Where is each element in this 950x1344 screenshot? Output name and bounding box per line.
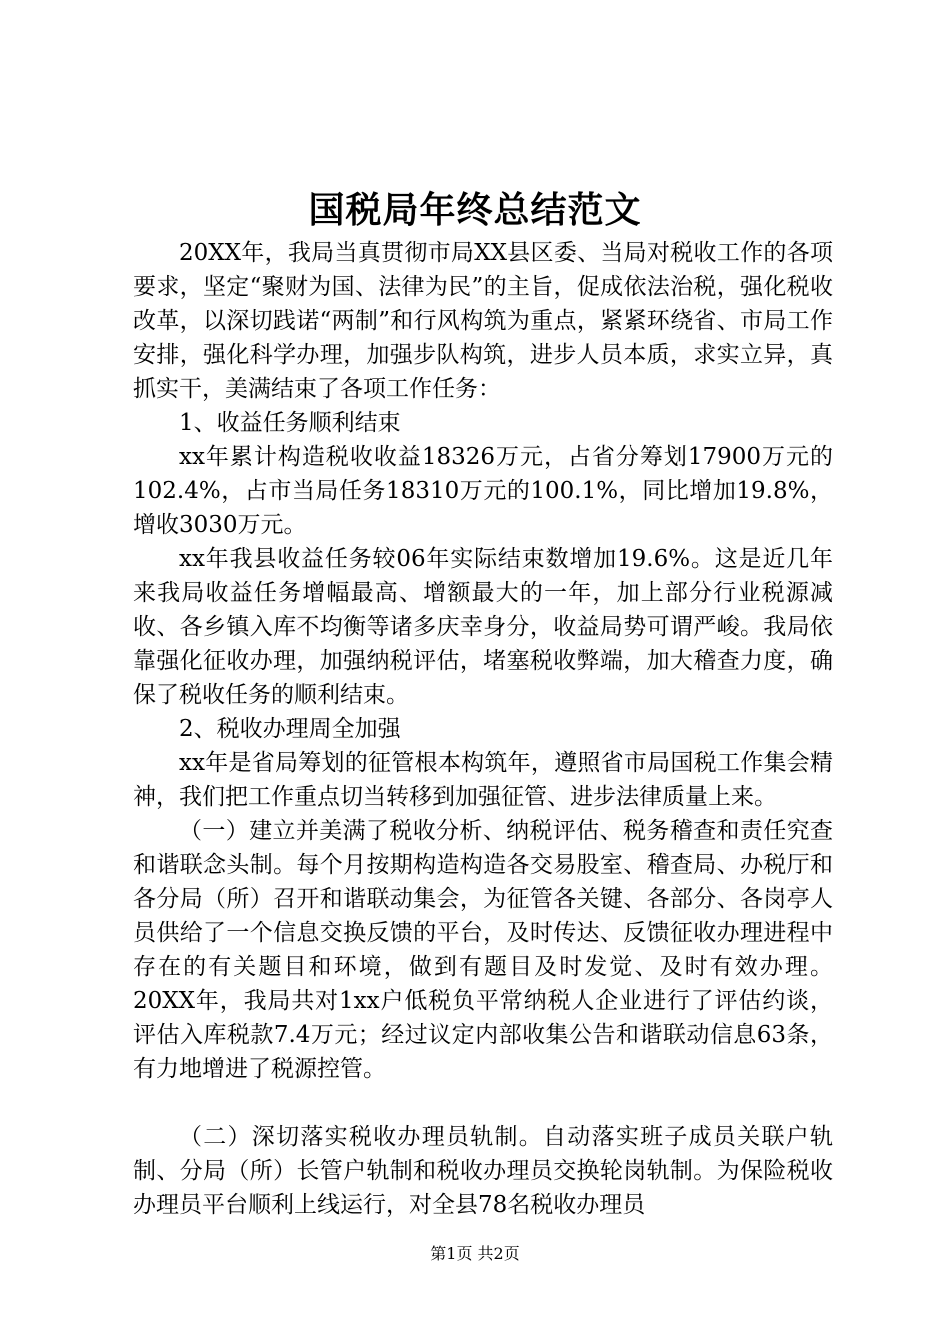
- paragraph-management: xx年是省局筹划的征管根本构筑年，遵照省市局国税工作集会精神，我们把工作重点切当转移到加强征管、进步法律质量上来。: [133, 750, 833, 810]
- document-body: [133, 236, 833, 1222]
- section-heading-1: 1、收益任务顺利结束: [179, 410, 401, 436]
- document-title: 国税局年终总结范文: [308, 189, 642, 231]
- paragraph-intro: 20XX年，我局当真贯彻市局XX县区委、当局对税收工作的各项要求，坚定“聚财为国、法律为民”的主旨，促成依法治税，强化税收改革，以深切践诺“两制”和行风构筑为重点，紧紧环绕省、市局工作安排，强化科学办理，加强步队构筑，进步人员本质，求实立异，真抓实干，美满结束了各项工作任务：: [133, 240, 833, 402]
- page-footer: 第1页 共2页: [430, 1244, 520, 1263]
- paragraph-item-1: （一）建立并美满了税收分析、纳税评估、税务稽查和责任究查和谐联念头制。每个月按期构造构造各交易股室、稽查局、办税厅和各分局（所）召开和谐联动集会，为征管各关键、各部分、各岗亭人员供给了一个信息交换反馈的平台，及时传达、反馈征收办理进程中存在的有关题目和环境，做到有题目及时发觉、及时有效办理。20XX年，我局共对1xx户低税负平常纳税人企业进行了评估约谈，评估入库税款7.4万元；经过议定内部收集公告和谐联动信息63条，有力地增进了税源控管。: [133, 818, 833, 1082]
- paragraph-revenue: xx年累计构造税收收益18326万元，占省分筹划17900万元的102.4%，占市当局任务18310万元的100.1%，同比增加19.8%，增收3030万元。: [133, 444, 833, 538]
- paragraph-item-2: （二）深切落实税收办理员轨制。自动落实班子成员关联户轨制、分局（所）长管户轨制和税收办理员交换轮岗轨制。为保险税收办理员平台顺利上线运行，对全县78名税收办理员: [133, 1124, 833, 1218]
- paragraph-revenue-detail: xx年我县收益任务较06年实际结束数增加19.6%。这是近几年来我局收益任务增幅最高、增额最大的一年，加上部分行业税源减收、各乡镇入库不均衡等诸多庆幸身分，收益局势可谓严峻。我局依靠强化征收办理，加强纳税评估，堵塞税收弊端，加大稽查力度，确保了税收任务的顺利结束。: [133, 546, 833, 708]
- section-heading-2: 2、税收办理周全加强: [179, 716, 401, 742]
